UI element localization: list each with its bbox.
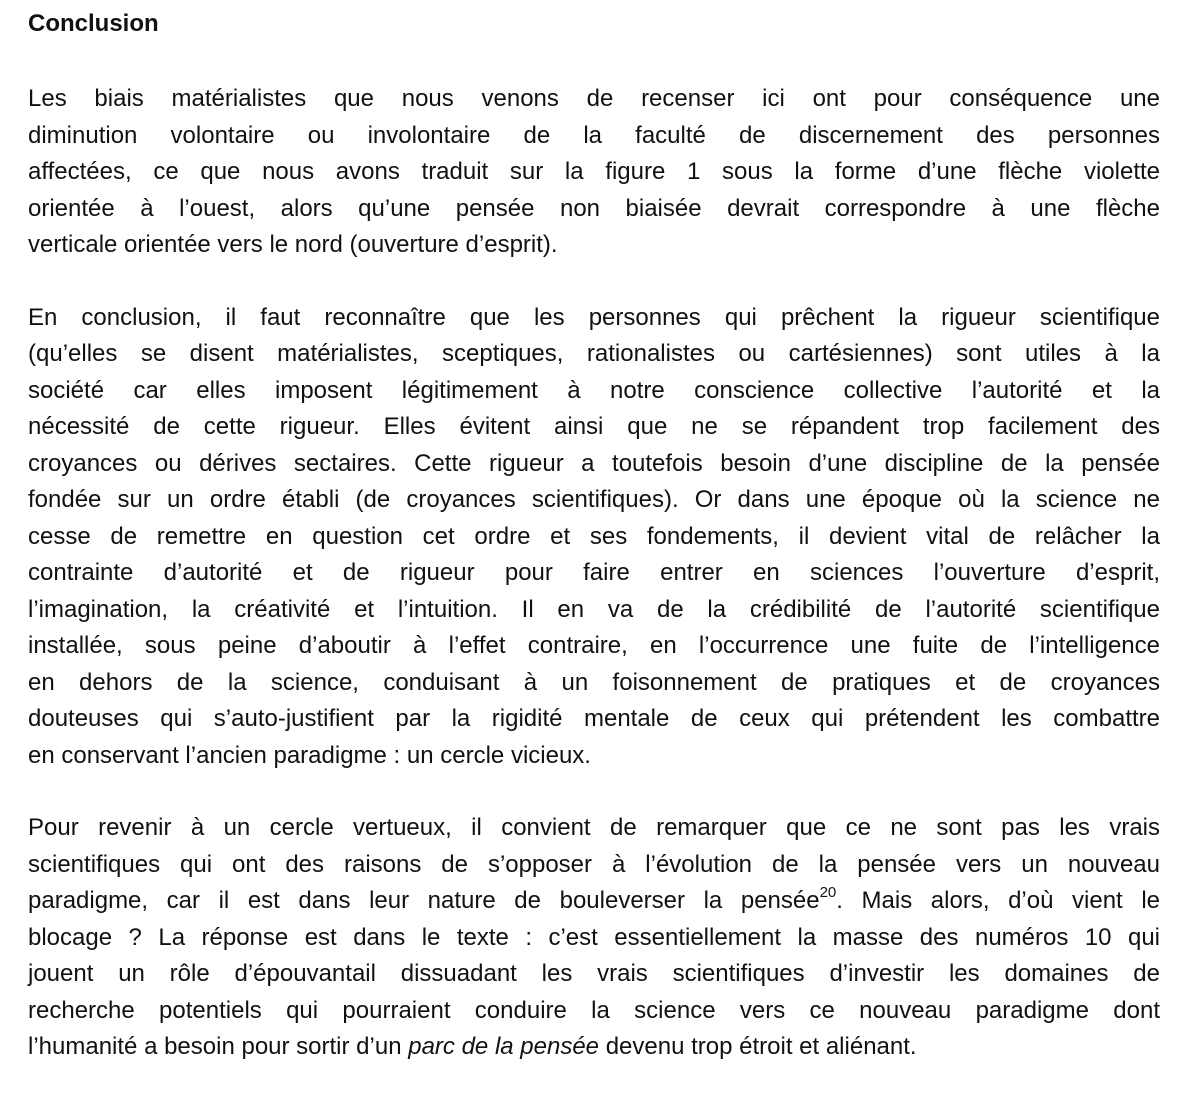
text-line: Les biais matérialistes que nous venons de recenser ici ont pour conséquence une (28, 85, 1160, 112)
text-line: diminution volontaire ou involontaire de la faculté de discernement des personnes (28, 121, 1160, 149)
text-line: jouent un rôle d’épouvantail dissuadant les vrais scientifiques d’investir les domaines de (28, 960, 1160, 987)
text-segment: paradigme, car il est dans leur nature de bouleverser la pensée (28, 887, 820, 914)
text-line: installée, sous peine d’aboutir à l’effet contraire, en l’occurrence une fuite de l’intelligence (28, 632, 1160, 659)
text-line: scientifiques qui ont des raisons de s’opposer à l’évolution de la pensée vers un nouveau (28, 850, 1160, 878)
text-line: affectées, ce que nous avons traduit sur la figure 1 sous la forme d’une flèche violette (28, 158, 1160, 185)
footnote-reference: 20 (819, 884, 837, 901)
text-segment: devenu trop étroit et aliénant. (599, 1033, 917, 1060)
text-line: cesse de remettre en question cet ordre et ses fondements, il devient vital de relâcher la (28, 522, 1160, 550)
text-line-with-footnote (28, 883, 1160, 920)
text-segment: . Mais alors, d’où vient le (836, 887, 1160, 914)
paragraph-3 (28, 810, 1160, 1066)
section-heading: Conclusion (28, 10, 159, 37)
text-line: blocage ? La réponse est dans le texte : c’est essentiellement la masse des numéros 10 qui (28, 923, 1160, 951)
text-line: croyances ou dérives sectaires. Cette rigueur a toutefois besoin d’une discipline de la pensée (28, 449, 1160, 477)
text-line: fondée sur un ordre établi (de croyances scientifiques). Or dans une époque où la science ne (28, 486, 1160, 513)
text-line: orientée à l’ouest, alors qu’une pensée non biaisée devrait correspondre à une flèche (28, 194, 1160, 222)
text-line: (qu’elles se disent matérialistes, sceptiques, rationalistes ou cartésiennes) sont utiles à la (28, 340, 1160, 367)
text-line: en dehors de la science, conduisant à un foisonnement de pratiques et de croyances (28, 668, 1160, 696)
paragraph-1 (28, 81, 1160, 264)
text-line: verticale orientée vers le nord (ouverture d’esprit). (28, 231, 558, 258)
text-line-with-emphasis (28, 1029, 1160, 1066)
paragraph-2 (28, 300, 1160, 775)
text-line: en conservant l’ancien paradigme : un cercle vicieux. (28, 741, 591, 769)
document-page (28, 4, 1160, 1102)
text-line: En conclusion, il faut reconnaître que les personnes qui prêchent la rigueur scientifique (28, 303, 1160, 331)
emphasis-text: parc de la pensée (408, 1033, 600, 1060)
text-line: nécessité de cette rigueur. Elles évitent ainsi que ne se répandent trop facilement des (28, 413, 1160, 440)
text-segment: l’humanité a besoin pour sortir d’un (28, 1033, 409, 1060)
text-line: Pour revenir à un cercle vertueux, il convient de remarquer que ce ne sont pas les vrais (28, 814, 1160, 841)
text-line: société car elles imposent légitimement à notre conscience collective l’autorité et la (28, 376, 1160, 404)
text-line: contrainte d’autorité et de rigueur pour faire entrer en sciences l’ouverture d’esprit, (28, 559, 1160, 586)
text-line: l’imagination, la créativité et l’intuition. Il en va de la crédibilité de l’autorité scientifique (28, 595, 1160, 623)
text-line: douteuses qui s’auto-justifient par la rigidité mentale de ceux qui prétendent les combattre (28, 705, 1160, 732)
text-line: recherche potentiels qui pourraient conduire la science vers ce nouveau paradigme dont (28, 996, 1160, 1024)
